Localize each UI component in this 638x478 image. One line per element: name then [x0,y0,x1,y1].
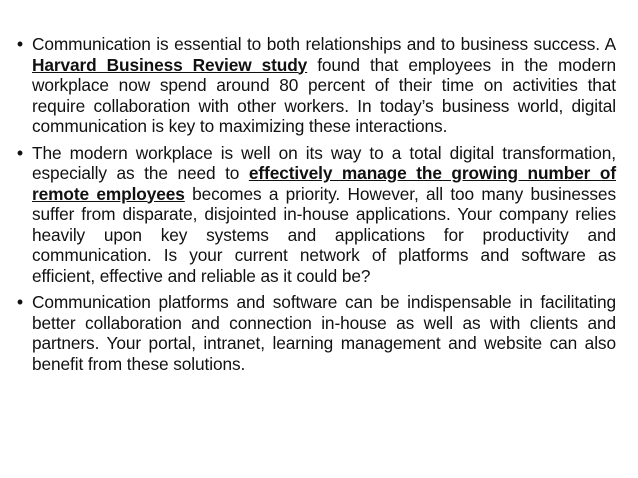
bullet-text [32,292,616,374]
bullet-dot-icon: • [16,142,24,163]
manage-remote-employees-link[interactable]: effectively manage the growing number of remote employees [32,163,616,204]
bullet-text-after: found that employees in the modern workplace now spend around 80 percent of their time on activities that require collaboration with other workers. In today’s business world, digital communication is key to maximizing these interactions. [32,54,616,136]
bullet-item-3 [8,292,616,374]
harvard-business-review-study-link[interactable]: Harvard Business Review study [32,54,308,75]
bullet-item-2 [8,143,616,287]
bullet-text-before: Communication is essential to both relationships and to business success. A [32,34,616,54]
bullet-text [32,143,616,287]
bullet-list [8,34,616,374]
bullet-dot-icon: • [16,34,24,54]
bullet-text [32,34,616,137]
bullet-dot-icon: • [16,292,24,312]
bullet-text-before: The modern workplace is well on its way to a total digital transformation, especially as the need to [32,142,616,183]
bullet-item-1 [8,34,616,137]
bullet-text-after: becomes a priority. However, all too many businesses suffer from disparate, disjointed in-house applications. Your company relies heavily upon key systems and applications for productivity and communication. Is your current network of platforms and software as efficient, effective and reliable as it could be? [32,183,616,286]
bullet-text-before: Communication platforms and software can be indispensable in facilitating better collaboration and connection in-house as well as with clients and partners. Your portal, intranet, learning management and website can also benefit from these solutions. [32,292,616,374]
